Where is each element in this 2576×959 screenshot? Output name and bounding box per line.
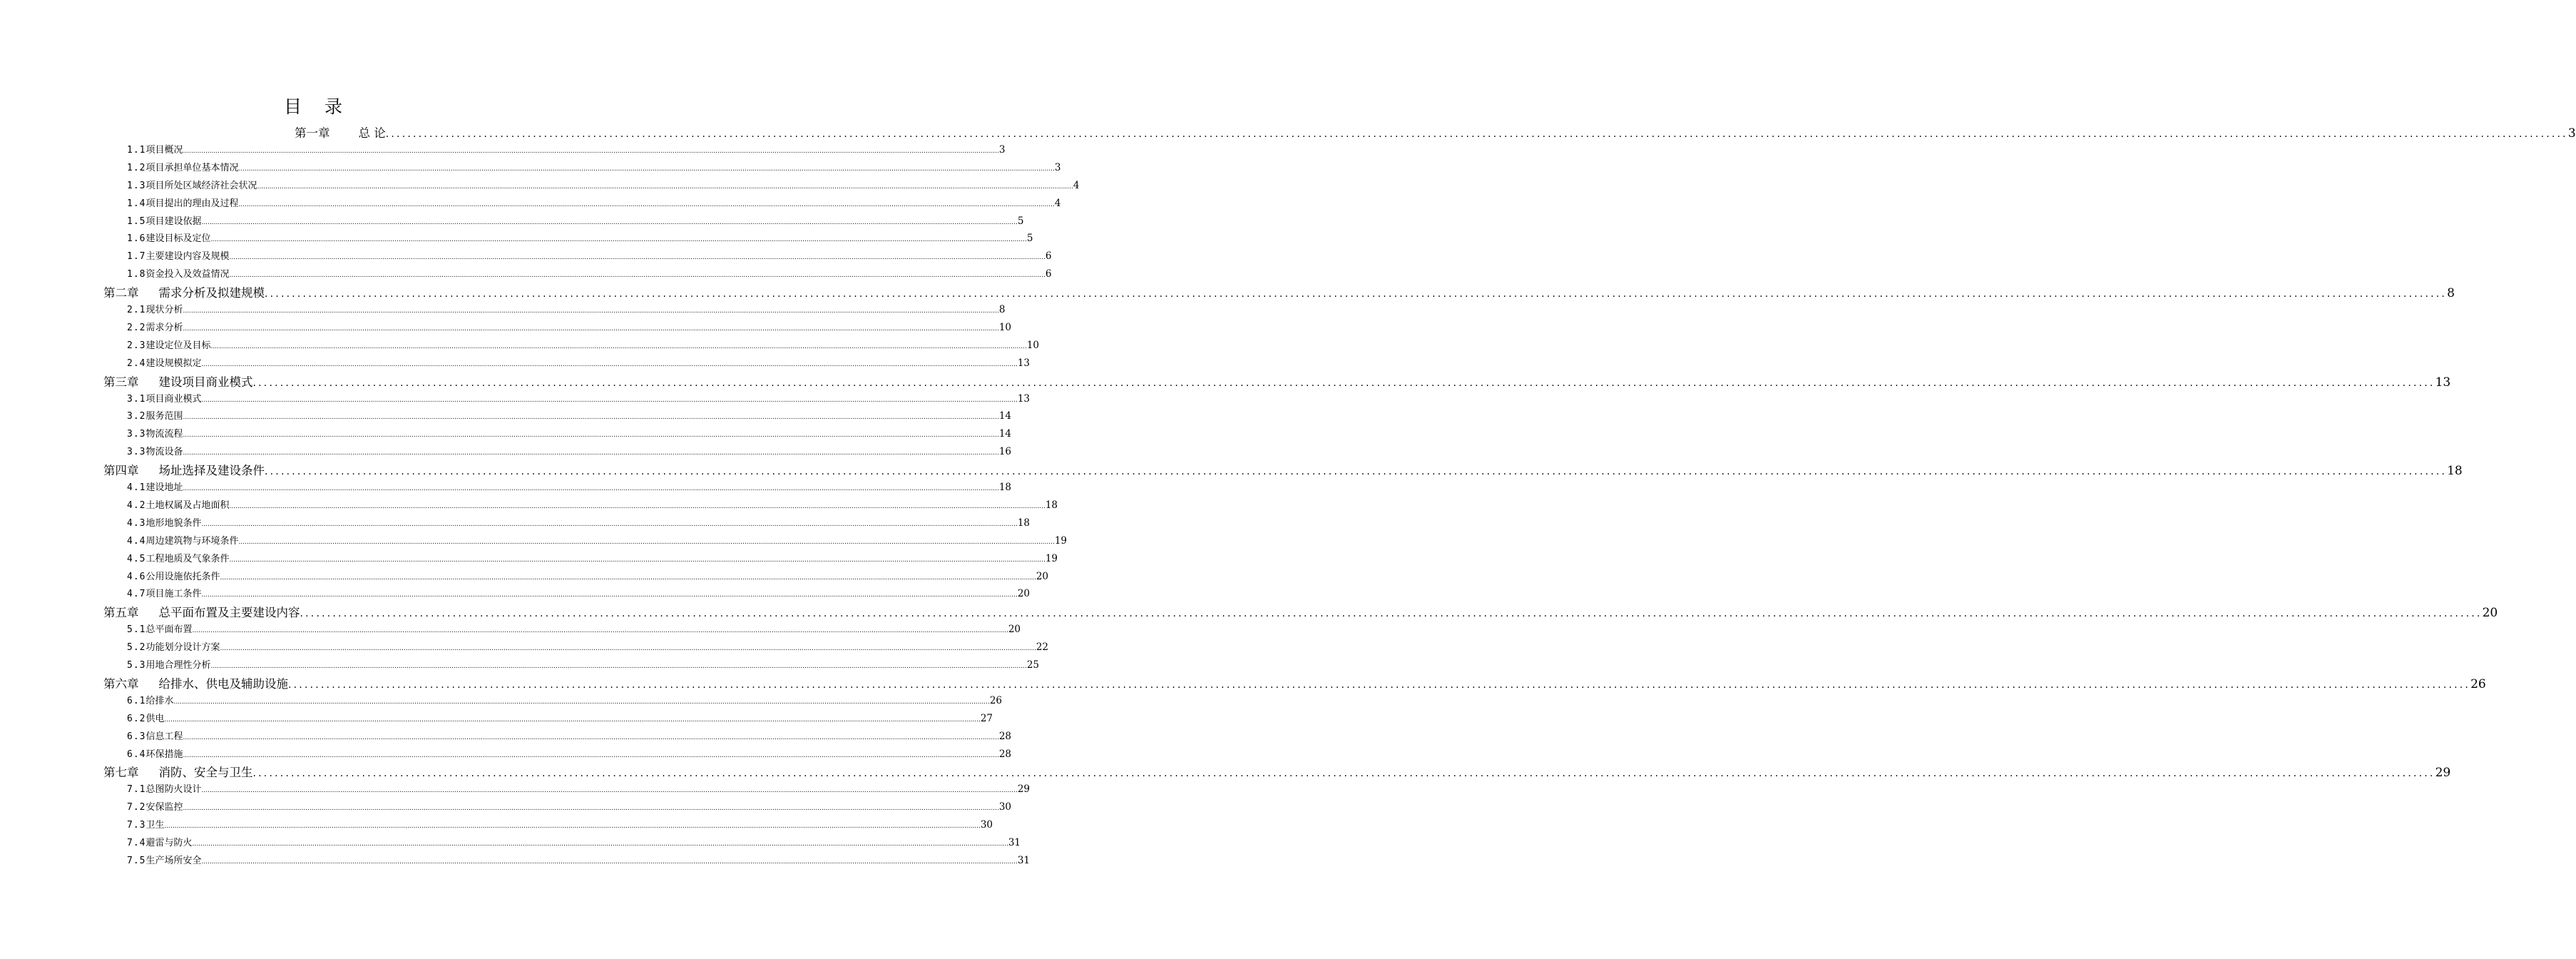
- leader-dots: ................................................................................................................................................................................................................................................................................................................................................................................................................: [164, 823, 981, 831]
- page-number: 13: [1017, 392, 1031, 405]
- toc-section-entry[interactable]: [127, 231, 1033, 245]
- leader-dots: ................................................................................................................................................................................................................................................................................................................................................................................................................: [210, 342, 1027, 350]
- section-number: 7.5: [127, 855, 146, 866]
- page-number: 18: [2447, 464, 2463, 479]
- section-number: 2.2: [127, 322, 146, 333]
- section-title: 需求分析: [145, 322, 183, 333]
- leader-dots: ................................................................................................................................................................................................................................................................................................................................................................................................................: [385, 128, 2568, 140]
- page-number: 26: [2470, 676, 2486, 691]
- entry-label: [127, 570, 220, 584]
- section-number: 3.3: [127, 429, 146, 440]
- page-number: 20: [1008, 624, 1021, 636]
- section-number: 4.3: [127, 517, 146, 529]
- toc-section-entry[interactable]: [127, 836, 1021, 850]
- toc-chapter-entry[interactable]: [103, 462, 2463, 480]
- section-title: 总图防火设计: [145, 784, 202, 796]
- section-number: 2.1: [127, 305, 146, 315]
- section-number: 1.1: [127, 144, 146, 156]
- page-number: 5: [1017, 215, 1024, 227]
- page-number: 3: [2567, 126, 2576, 141]
- entry-label: [127, 694, 174, 709]
- toc-section-entry[interactable]: [127, 249, 1052, 263]
- entry-label: [127, 783, 202, 797]
- leader-dots: ................................................................................................................................................................................................................................................................................................................................................................................................................: [265, 466, 2448, 478]
- toc-section-entry[interactable]: [127, 178, 1080, 193]
- page-number: 3: [1054, 161, 1061, 173]
- section-number: 5.1: [127, 624, 146, 636]
- section-number: 7.2: [127, 802, 146, 813]
- entry-label: [103, 462, 265, 480]
- entry-label: [127, 836, 193, 851]
- leader-dots: ................................................................................................................................................................................................................................................................................................................................................................................................................: [238, 201, 1055, 208]
- page-number: 29: [1017, 783, 1031, 796]
- page-number: 29: [2435, 766, 2451, 781]
- toc-chapter-entry[interactable]: [103, 374, 2451, 391]
- page-number: 18: [1045, 499, 1058, 511]
- page-number: 22: [1036, 641, 1049, 654]
- entry-label: [127, 499, 230, 513]
- leader-dots: ................................................................................................................................................................................................................................................................................................................................................................................................................: [173, 698, 990, 706]
- leader-dots: ................................................................................................................................................................................................................................................................................................................................................................................................................: [183, 485, 999, 492]
- leader-dots: ................................................................................................................................................................................................................................................................................................................................................................................................................: [229, 502, 1046, 510]
- entry-label: [127, 712, 165, 726]
- entry-label: [127, 427, 183, 442]
- section-title: 建设地址: [145, 482, 183, 493]
- section-number: 1.8: [127, 269, 146, 280]
- toc-section-entry[interactable]: [127, 143, 1006, 157]
- leader-dots: ................................................................................................................................................................................................................................................................................................................................................................................................................: [183, 325, 999, 333]
- toc-section-entry[interactable]: [127, 587, 1031, 601]
- section-title: 环保措施: [145, 749, 183, 760]
- section-number: 6.3: [127, 731, 146, 742]
- entry-label: [103, 604, 300, 621]
- section-title: 物流流程: [145, 429, 183, 440]
- entry-label: [127, 748, 183, 762]
- page-number: 28: [998, 730, 1012, 742]
- section-number: 4.2: [127, 499, 146, 511]
- chapter-title: 给排水、供电及辅助设施: [158, 676, 288, 691]
- page-number: 30: [980, 819, 993, 831]
- leader-dots: ................................................................................................................................................................................................................................................................................................................................................................................................................: [201, 360, 1018, 368]
- toc-section-entry[interactable]: [127, 409, 1012, 423]
- toc-section-entry[interactable]: [127, 800, 1012, 814]
- leader-dots: ................................................................................................................................................................................................................................................................................................................................................................................................................: [257, 183, 1073, 191]
- page-number: 3: [998, 143, 1006, 156]
- page-number: 10: [998, 321, 1012, 333]
- toc-section-entry[interactable]: [127, 853, 1031, 868]
- page-number: 14: [998, 410, 1012, 422]
- section-number: 3.1: [127, 393, 146, 405]
- leader-dots: ................................................................................................................................................................................................................................................................................................................................................................................................................: [252, 768, 2436, 780]
- section-number: 4.7: [127, 589, 146, 600]
- page-number: 31: [1017, 854, 1031, 866]
- toc-section-entry[interactable]: [127, 338, 1040, 352]
- section-title: 安保监控: [145, 802, 183, 813]
- entry-label: [127, 321, 183, 335]
- page-number: 13: [2435, 375, 2451, 390]
- entry-label: [127, 818, 165, 833]
- section-number: 4.5: [127, 553, 146, 564]
- entry-label: [127, 232, 211, 246]
- entry-label: [127, 215, 202, 229]
- entry-label: [127, 481, 183, 495]
- page-number: 30: [998, 801, 1012, 813]
- toc-section-entry[interactable]: [127, 392, 1031, 406]
- section-number: 3.3: [127, 447, 146, 458]
- page-number: 18: [998, 482, 1012, 493]
- entry-label: [127, 445, 183, 460]
- entry-label: [127, 534, 239, 549]
- page-number: 25: [1026, 659, 1040, 671]
- toc-section-entry[interactable]: [127, 640, 1049, 654]
- leader-dots: ................................................................................................................................................................................................................................................................................................................................................................................................................: [229, 272, 1046, 280]
- section-title: 项目建设依据: [145, 215, 202, 227]
- chapter-title: 总平面布置及主要建设内容: [158, 606, 300, 620]
- leader-dots: ................................................................................................................................................................................................................................................................................................................................................................................................................: [220, 645, 1036, 653]
- toc-section-entry[interactable]: [127, 694, 1003, 708]
- entry-label: [127, 250, 230, 264]
- page-number: 20: [1017, 588, 1031, 600]
- toc-section-entry[interactable]: [127, 658, 1040, 672]
- section-number: 7.1: [127, 784, 146, 796]
- toc-section-entry[interactable]: [127, 196, 1061, 210]
- section-title: 公用设施依托条件: [145, 571, 220, 582]
- chapter-number: 第六章: [103, 676, 139, 691]
- entry-label: [103, 374, 253, 391]
- leader-dots: ................................................................................................................................................................................................................................................................................................................................................................................................................: [192, 841, 1008, 848]
- leader-dots: ................................................................................................................................................................................................................................................................................................................................................................................................................: [252, 377, 2436, 389]
- leader-dots: ................................................................................................................................................................................................................................................................................................................................................................................................................: [183, 751, 999, 759]
- toc-section-entry[interactable]: [127, 711, 993, 726]
- section-title: 现状分析: [145, 305, 183, 315]
- section-number: 1.2: [127, 162, 146, 173]
- entry-label: [127, 410, 183, 424]
- section-title: 土地权属及占地面积: [145, 499, 230, 511]
- chapter-title: 需求分析及拟建规模: [158, 286, 265, 300]
- page-number: 14: [998, 428, 1012, 440]
- toc-section-entry[interactable]: [127, 427, 1012, 441]
- section-title: 项目施工条件: [145, 589, 202, 600]
- page-number: 5: [1026, 233, 1033, 245]
- chapter-number: 第一章: [295, 126, 330, 140]
- section-number: 4.6: [127, 571, 146, 582]
- section-title: 资金投入及效益情况: [145, 269, 230, 280]
- toc-section-entry[interactable]: [127, 729, 1012, 744]
- entry-label: [127, 730, 183, 744]
- page-number: 27: [980, 712, 993, 724]
- section-title: 服务范围: [145, 411, 183, 422]
- section-title: 信息工程: [145, 731, 183, 742]
- leader-dots: ................................................................................................................................................................................................................................................................................................................................................................................................................: [229, 556, 1046, 564]
- section-number: 7.4: [127, 838, 146, 848]
- toc-chapter-entry[interactable]: [103, 764, 2451, 781]
- leader-dots: ................................................................................................................................................................................................................................................................................................................................................................................................................: [201, 520, 1018, 528]
- chapter-number: 第四章: [103, 464, 139, 478]
- entry-label: [103, 285, 265, 302]
- entry-label: [127, 303, 183, 318]
- chapter-title: 总 论: [358, 126, 386, 140]
- section-title: 项目概况: [145, 144, 183, 156]
- section-number: 4.1: [127, 482, 146, 493]
- leader-dots: ................................................................................................................................................................................................................................................................................................................................................................................................................: [201, 858, 1018, 866]
- chapter-title: 消防、安全与卫生: [158, 766, 253, 780]
- section-title: 主要建设内容及规模: [145, 251, 230, 263]
- toc-title: 目 录: [284, 96, 351, 117]
- toc-section-entry[interactable]: [127, 161, 1061, 175]
- toc-section-entry[interactable]: [127, 480, 1012, 494]
- entry-label: [127, 339, 211, 353]
- section-title: 工程地质及气象条件: [145, 553, 230, 564]
- page-number: 8: [2447, 286, 2455, 301]
- page-number: 8: [998, 304, 1006, 315]
- section-number: 1.4: [127, 198, 146, 209]
- entry-label: [127, 587, 202, 602]
- chapter-number: 第二章: [103, 286, 139, 300]
- toc-section-entry[interactable]: [127, 552, 1058, 566]
- section-title: 功能划分设计方案: [145, 642, 220, 654]
- toc-section-entry[interactable]: [127, 214, 1024, 228]
- toc-chapter-entry[interactable]: [103, 604, 2498, 621]
- page-number: 6: [1045, 268, 1052, 280]
- leader-dots: ................................................................................................................................................................................................................................................................................................................................................................................................................: [164, 716, 981, 724]
- toc-section-entry[interactable]: [127, 747, 1012, 761]
- page-number: 16: [998, 446, 1012, 458]
- leader-dots: ................................................................................................................................................................................................................................................................................................................................................................................................................: [220, 574, 1036, 582]
- toc-chapter-entry[interactable]: [103, 285, 2455, 302]
- section-title: 生产场所安全: [145, 855, 202, 866]
- page-number: 4: [1073, 179, 1080, 191]
- toc-chapter-entry[interactable]: [295, 125, 2576, 142]
- page-number: 6: [1045, 250, 1052, 263]
- section-title: 建设规模拟定: [145, 357, 202, 369]
- section-number: 5.2: [127, 642, 146, 654]
- section-title: 建设定位及目标: [145, 340, 211, 351]
- section-number: 2.4: [127, 357, 146, 369]
- page-number: 4: [1054, 197, 1061, 209]
- leader-dots: ................................................................................................................................................................................................................................................................................................................................................................................................................: [201, 218, 1018, 226]
- leader-dots: ................................................................................................................................................................................................................................................................................................................................................................................................................: [183, 432, 999, 440]
- entry-label: [127, 392, 202, 407]
- leader-dots: ................................................................................................................................................................................................................................................................................................................................................................................................................: [183, 734, 999, 741]
- section-number: 2.3: [127, 340, 146, 351]
- section-number: 6.4: [127, 749, 146, 760]
- page-number: 28: [998, 748, 1012, 760]
- toc-section-entry[interactable]: [127, 516, 1031, 530]
- leader-dots: ................................................................................................................................................................................................................................................................................................................................................................................................................: [229, 254, 1046, 262]
- page-number: 13: [1017, 357, 1031, 369]
- toc-chapter-entry[interactable]: [103, 676, 2486, 693]
- leader-dots: ................................................................................................................................................................................................................................................................................................................................................................................................................: [210, 663, 1027, 670]
- entry-label: [127, 641, 220, 655]
- page-number: 20: [1036, 570, 1049, 582]
- leader-dots: ................................................................................................................................................................................................................................................................................................................................................................................................................: [183, 308, 999, 315]
- section-number: 6.2: [127, 713, 146, 724]
- entry-label: [127, 179, 257, 193]
- entry-label: [103, 676, 288, 693]
- toc-section-entry[interactable]: [127, 303, 1006, 317]
- section-title: 地形地貌条件: [145, 517, 202, 529]
- section-title: 物流设备: [145, 447, 183, 458]
- leader-dots: ................................................................................................................................................................................................................................................................................................................................................................................................................: [201, 787, 1018, 795]
- section-number: 1.5: [127, 215, 146, 227]
- leader-dots: ................................................................................................................................................................................................................................................................................................................................................................................................................: [265, 288, 2448, 300]
- leader-dots: ................................................................................................................................................................................................................................................................................................................................................................................................................: [300, 608, 2483, 620]
- leader-dots: ................................................................................................................................................................................................................................................................................................................................................................................................................: [183, 414, 999, 422]
- section-title: 项目商业模式: [145, 393, 202, 405]
- leader-dots: ................................................................................................................................................................................................................................................................................................................................................................................................................: [183, 450, 999, 457]
- leader-dots: ................................................................................................................................................................................................................................................................................................................................................................................................................: [201, 592, 1018, 599]
- section-title: 用地合理性分析: [145, 660, 211, 671]
- toc-section-entry[interactable]: [127, 534, 1068, 548]
- entry-label: [127, 268, 230, 282]
- entry-label: [127, 552, 230, 567]
- leader-dots: ................................................................................................................................................................................................................................................................................................................................................................................................................: [238, 165, 1055, 173]
- entry-label: [127, 854, 202, 868]
- toc-section-entry[interactable]: [127, 622, 1021, 636]
- entry-label: [295, 125, 386, 142]
- section-title: 供电: [145, 713, 165, 724]
- toc-section-entry[interactable]: [127, 320, 1012, 335]
- section-number: 1.3: [127, 180, 146, 191]
- toc-section-entry[interactable]: [127, 569, 1049, 584]
- entry-label: [127, 197, 239, 211]
- entry-label: [127, 143, 183, 158]
- chapter-number: 第三章: [103, 375, 139, 389]
- toc-section-entry[interactable]: [127, 356, 1031, 370]
- leader-dots: ................................................................................................................................................................................................................................................................................................................................................................................................................: [183, 147, 999, 155]
- section-number: 1.6: [127, 233, 146, 245]
- page-number: 19: [1045, 552, 1058, 564]
- entry-label: [127, 161, 239, 176]
- chapter-title: 场址选择及建设条件: [158, 464, 265, 478]
- section-number: 3.2: [127, 411, 146, 422]
- entry-label: [127, 623, 193, 637]
- entry-label: [127, 659, 211, 673]
- section-title: 卫生: [145, 820, 165, 831]
- section-number: 6.1: [127, 695, 146, 706]
- section-number: 1.7: [127, 251, 146, 263]
- section-title: 项目提出的理由及过程: [145, 198, 239, 209]
- section-number: 4.4: [127, 535, 146, 547]
- toc-section-entry[interactable]: [127, 267, 1052, 281]
- leader-dots: ................................................................................................................................................................................................................................................................................................................................................................................................................: [183, 805, 999, 813]
- page-number: 18: [1017, 517, 1031, 529]
- section-title: 项目承担单位基本情况: [145, 162, 239, 173]
- chapter-number: 第五章: [103, 606, 139, 620]
- section-title: 给排水: [145, 695, 174, 706]
- section-title: 周边建筑物与环境条件: [145, 535, 239, 547]
- section-number: 7.3: [127, 820, 146, 831]
- page-number: 31: [1008, 837, 1021, 848]
- section-title: 避雷与防火: [145, 838, 193, 848]
- leader-dots: ................................................................................................................................................................................................................................................................................................................................................................................................................: [238, 538, 1055, 546]
- chapter-number: 第七章: [103, 766, 139, 780]
- toc-section-entry[interactable]: [127, 498, 1058, 512]
- page-number: 10: [1026, 339, 1040, 351]
- page-number: 26: [989, 694, 1003, 706]
- page-number: 19: [1054, 534, 1068, 547]
- entry-label: [103, 764, 253, 781]
- toc-section-entry[interactable]: [127, 818, 993, 832]
- section-title: 项目所处区域经济社会状况: [145, 180, 257, 191]
- entry-label: [127, 357, 202, 371]
- section-title: 总平面布置: [145, 624, 193, 636]
- entry-label: [127, 801, 183, 815]
- toc-section-entry[interactable]: [127, 782, 1031, 796]
- leader-dots: ................................................................................................................................................................................................................................................................................................................................................................................................................: [288, 679, 2471, 691]
- page-number: 20: [2482, 606, 2498, 621]
- leader-dots: ................................................................................................................................................................................................................................................................................................................................................................................................................: [210, 236, 1027, 244]
- entry-label: [127, 517, 202, 531]
- toc-section-entry[interactable]: [127, 445, 1012, 459]
- section-title: 建设目标及定位: [145, 233, 211, 245]
- chapter-title: 建设项目商业模式: [158, 375, 253, 389]
- leader-dots: ................................................................................................................................................................................................................................................................................................................................................................................................................: [201, 396, 1018, 404]
- leader-dots: ................................................................................................................................................................................................................................................................................................................................................................................................................: [192, 627, 1008, 635]
- section-number: 5.3: [127, 660, 146, 671]
